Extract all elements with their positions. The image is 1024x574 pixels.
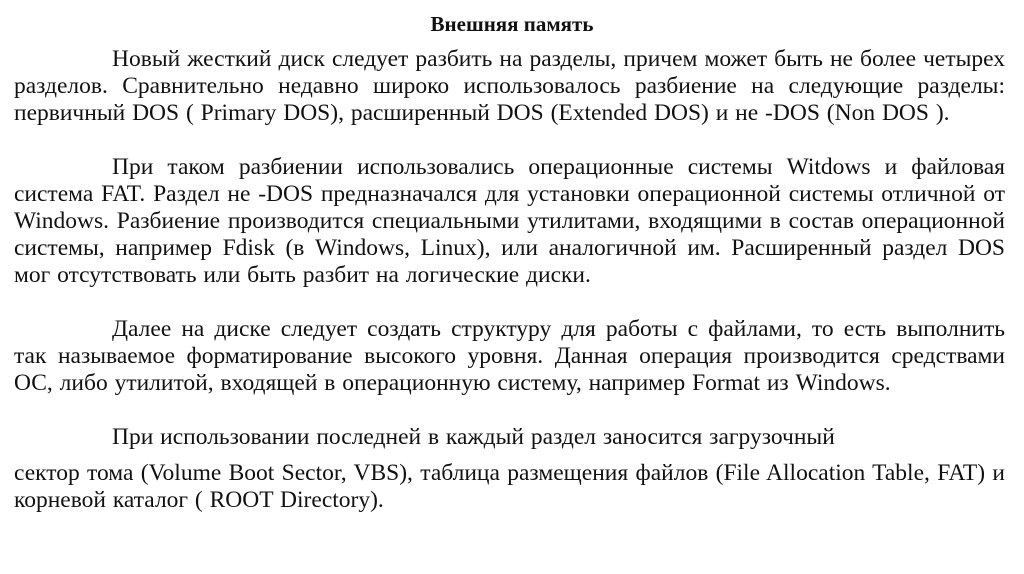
paragraph-partitions: Новый жесткий диск следует разбить на разделы, причем может быть не более четырех разделов. Сравнительно недавно широко использовалось разбиение на следующие разделы: первичный DOS ( Primary DOS), расширенный DOS (Extended DOS) и не -DOS (Non DOS ). — [14, 46, 1005, 126]
page-title: Внешняя память — [430, 12, 594, 36]
paragraph-boot-sector-intro: При использовании последней в каждый раздел заносится загрузочный — [112, 424, 835, 450]
paragraph-boot-sector-details: сектор тома (Volume Boot Sector, VBS), таблица размещения файлов (File Allocation Table, FAT) и корневой каталог ( ROOT Directory). — [14, 460, 1005, 513]
paragraph-formatting: Далее на диске следует создать структуру для работы с файлами, то есть выполнить так называемое форматирование высокого уровня. Данная операция производится средствами ОС, либо утилитой, входящей в операционную систему, например Format из Windows. — [14, 316, 1005, 396]
paragraph-partition-usage: При таком разбиении использовались операционные системы Witdows и файловая система FAT. Раздел не -DOS предназначался для установки операционной системы отличной от Windows. Разбиение производится специальными утилитами, входящими в состав операционной системы, например Fdisk (в Windows, Linux), или аналогичной им. Расширенный раздел DOS мог отсутствовать или быть разбит на логические диски. — [14, 154, 1005, 288]
